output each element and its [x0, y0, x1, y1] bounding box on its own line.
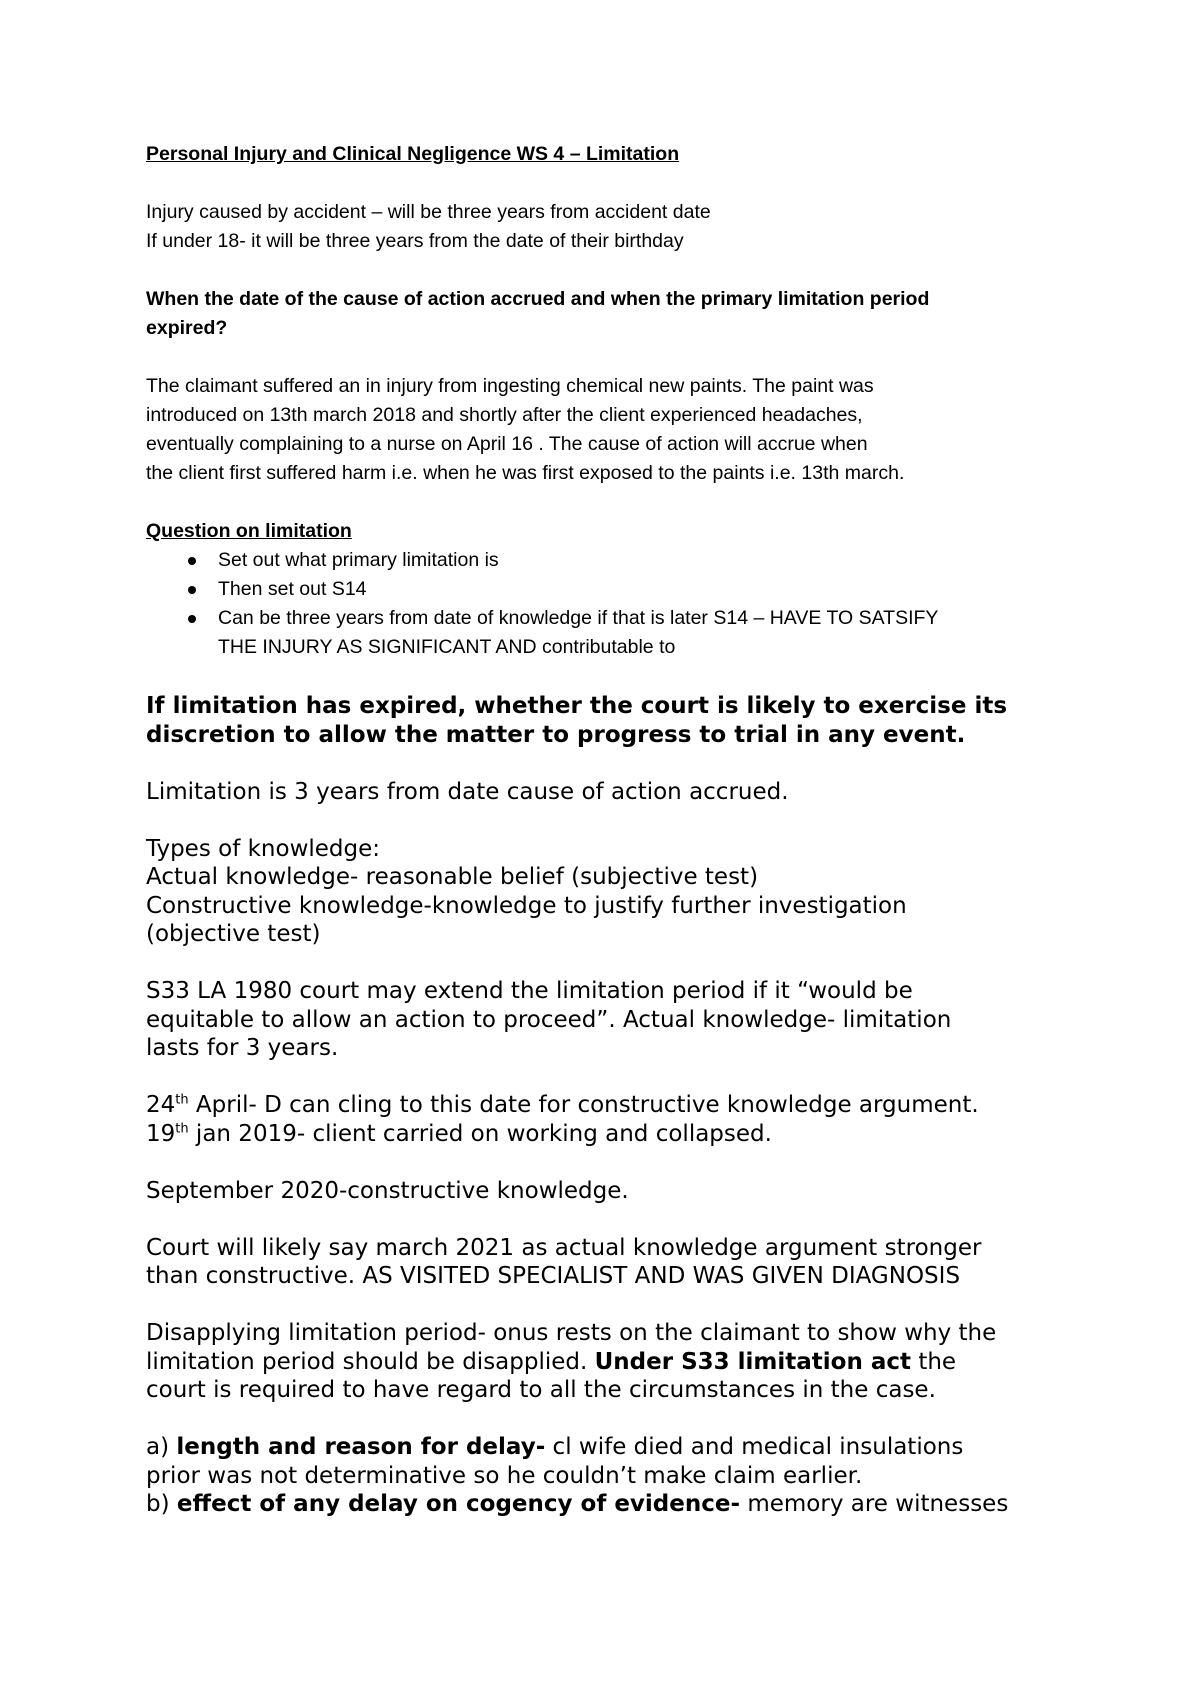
factor-label: b) [146, 1491, 177, 1517]
date-line [146, 1120, 1086, 1149]
discretion-question [146, 692, 1086, 749]
disapply-line: court is required to have regard to all the circumstances in the case. [146, 1377, 936, 1403]
factor-text: cl wife died and medical insulations [545, 1434, 964, 1460]
court-line: Court will likely say march 2021 as actual knowledge argument stronger [146, 1234, 982, 1261]
bullet-icon [188, 557, 196, 565]
factor-text: memory are witnesses [740, 1491, 1009, 1517]
factor-label: a) [146, 1434, 177, 1460]
discretion-question-line: discretion to allow the matter to progress to trial in any event. [146, 721, 966, 748]
document-title: Personal Injury and Clinical Negligence WS 4 – Limitation [146, 143, 680, 165]
date-ordinal: th [175, 1092, 189, 1108]
facts-line: The claimant suffered an in injury from ingesting chemical new paints. The paint was [146, 375, 874, 397]
factor-a [146, 1433, 1086, 1462]
limitation-statement: Limitation is 3 years from date cause of action accrued. [146, 778, 789, 805]
court-line: than constructive. AS VISITED SPECIALIST AND WAS GIVEN DIAGNOSIS [146, 1263, 961, 1289]
factor-heading: effect of any delay on cogency of evidence- [176, 1491, 741, 1517]
factor-heading: length and reason for delay- [176, 1434, 546, 1460]
facts-paragraph [146, 372, 1086, 488]
court-paragraph [146, 1234, 1086, 1291]
limitation-bullet-list [146, 546, 1086, 662]
intro-line: Injury caused by accident – will be three years from accident date [146, 201, 711, 223]
list-item-text: Set out what primary limitation is [218, 549, 499, 571]
discretion-question-line: If limitation has expired, whether the court is likely to exercise its [146, 693, 1008, 719]
intro-block [146, 198, 1086, 256]
intro-line: If under 18- it will be three years from the date of their birthday [146, 230, 684, 252]
disapply-line: Disapplying limitation period- onus rests on the claimant to show why the [146, 1320, 997, 1346]
date-day: 19 [146, 1120, 176, 1147]
s33-paragraph [146, 977, 1086, 1063]
list-item-text: THE INJURY AS SIGNIFICANT AND contributable to [218, 636, 676, 658]
s33-line: equitable to allow an action to proceed”. Actual knowledge- limitation [146, 1006, 952, 1033]
knowledge-line: Constructive knowledge-knowledge to justify further investigation [146, 892, 907, 919]
date-text: jan 2019- client carried on working and collapsed. [188, 1120, 772, 1147]
factor-b [146, 1490, 1086, 1519]
september-note: September 2020-constructive knowledge. [146, 1177, 629, 1204]
document-body [146, 140, 1086, 1519]
knowledge-line: Types of knowledge: [146, 835, 381, 862]
factors-list [146, 1433, 1086, 1519]
s33-line: S33 LA 1980 court may extend the limitation period if it “would be [146, 978, 913, 1004]
list-item-continuation [146, 633, 1086, 662]
facts-line: the client first suffered harm i.e. when he was first exposed to the paints i.e. 13th march. [146, 462, 905, 484]
disapply-text: the [911, 1348, 957, 1375]
key-dates [146, 1091, 1086, 1148]
list-item [146, 604, 1086, 633]
disapply-bold-text: Under S33 limitation act [594, 1348, 912, 1375]
factor-a-continuation: prior was not determinative so he couldn’t make claim earlier. [146, 1462, 863, 1489]
knowledge-line: (objective test) [146, 921, 321, 947]
date-day: 24 [146, 1092, 176, 1118]
date-text: April- D can cling to this date for constructive knowledge argument. [188, 1092, 979, 1118]
date-ordinal: th [175, 1120, 189, 1136]
disapply-text: limitation period should be disapplied. [146, 1348, 595, 1375]
disapply-paragraph [146, 1319, 1086, 1405]
list-item [146, 575, 1086, 604]
date-line [146, 1091, 1086, 1120]
question-line: When the date of the cause of action accrued and when the primary limitation period [146, 288, 930, 310]
list-item-text: Then set out S14 [218, 578, 367, 600]
bullet-icon [188, 615, 196, 623]
facts-line: eventually complaining to a nurse on April 16 . The cause of action will accrue when [146, 433, 868, 455]
knowledge-line: Actual knowledge- reasonable belief (subjective test) [146, 864, 759, 890]
question-cause-of-action [146, 285, 1086, 343]
knowledge-types [146, 835, 1086, 949]
question-line: expired? [146, 317, 228, 339]
disapply-line [146, 1348, 1086, 1377]
facts-line: introduced on 13th march 2018 and shortly after the client experienced headaches, [146, 404, 863, 426]
s33-line: lasts for 3 years. [146, 1035, 339, 1061]
limitation-question-heading: Question on limitation [146, 520, 352, 542]
list-item [146, 546, 1086, 575]
bullet-icon [188, 586, 196, 594]
list-item-text: Can be three years from date of knowledge if that is later S14 – HAVE TO SATSIFY [218, 607, 939, 629]
